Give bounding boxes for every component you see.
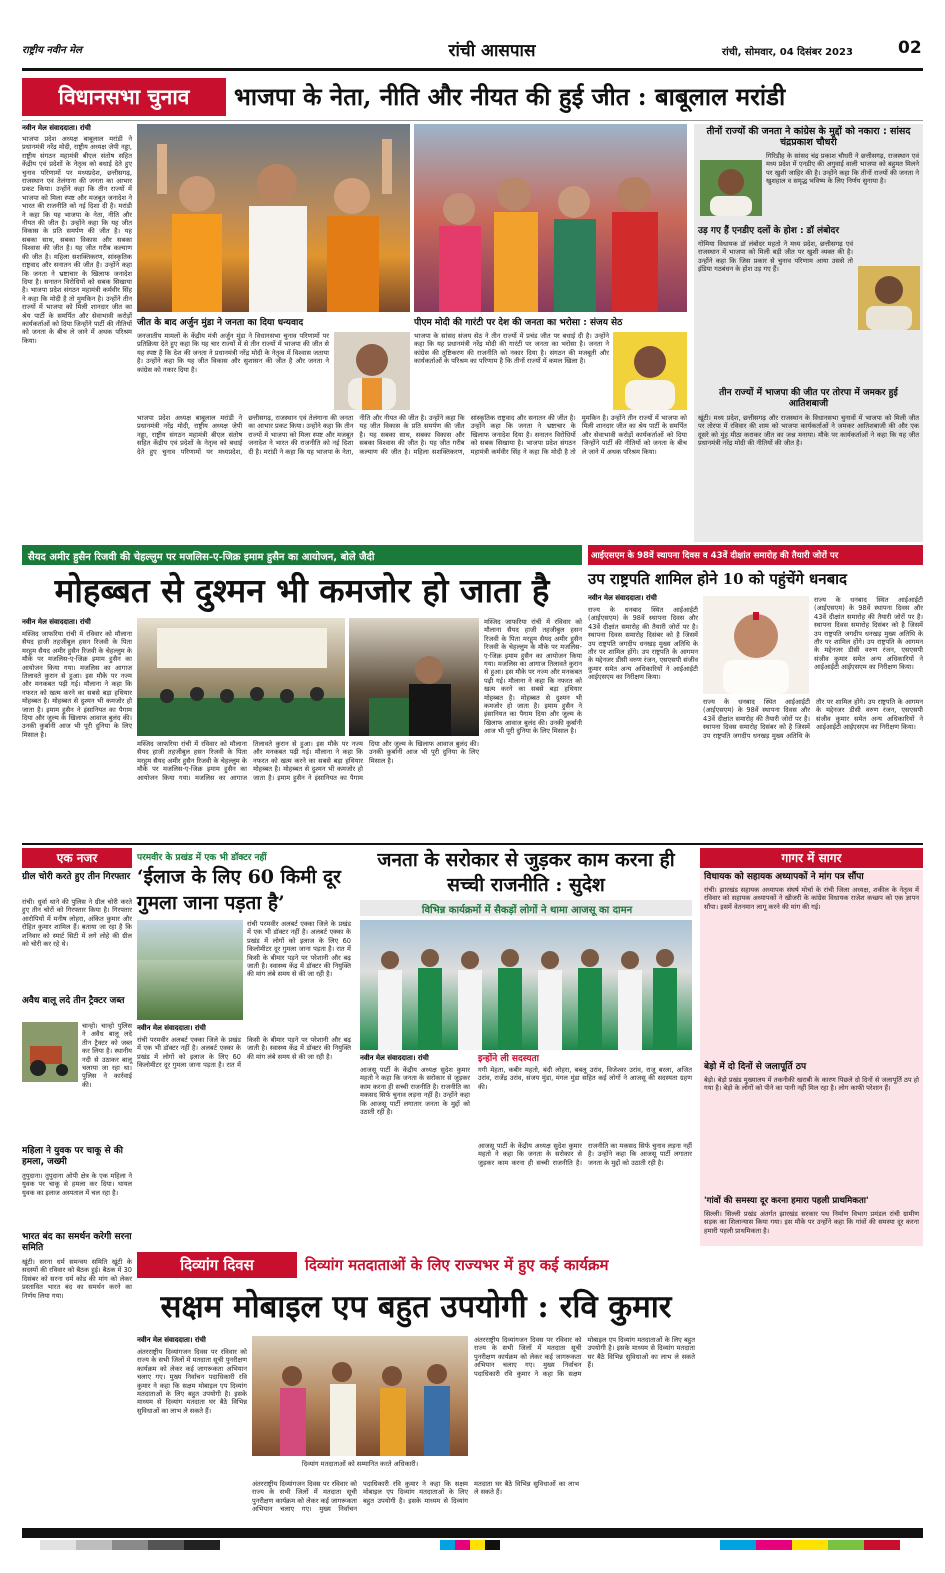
doc-photo-2 xyxy=(137,960,243,1020)
doc-text-top: रांची परमवीर अलबर्ट एक्का जिले के प्रखंड में एक भी डॉक्टर नहीं है। अलबर्ट एक्का के प्रखंड में लोगों को इलाज के लिए 60 किलोमीटर दूर गुमला जाना पड़ता है। रात में किसी के बीमार पड़ने पर परेशानी और बढ़ जाती है। स्वास्थ्य केंद्र में डॉक्टर की नियुक्ति की मांग लंबे समय से की जा रही है। xyxy=(247,920,351,979)
person-portrait-icon xyxy=(613,332,687,410)
right-h1: तीनों राज्यों की जनता ने कांग्रेस के मुद्दों को नकारा : सांसद चंद्रप्रकाश चौधरी xyxy=(706,126,911,148)
gagar-tag: गागर में सागर xyxy=(700,848,923,868)
person-portrait-icon xyxy=(700,160,762,216)
divyang-text-under: अंतरराष्ट्रीय दिव्यांगजन दिवस पर रविवार को राज्य के सभी जिलों में मतदाता सूची पुनरीक्षण कार्यक्रम को लेकर कई जागरूकता अभियान चलाए गए। मुख्य निर्वाचन पदाधिकारी रवि कुमार ने कहा कि सक्षम मोबाइल एप दिव्यांग मतदाताओं के लिए बहुत उपयोगी है। इसके माध्यम से दिव्यांग मतदाता घर बैठे विभिन्न सुविधाओं का लाभ ले सकते हैं। xyxy=(252,1480,579,1514)
divyang-headline: सक्षम मोबाइल एप बहुत उपयोगी : रवि कुमार xyxy=(160,1289,672,1325)
divider xyxy=(22,120,923,121)
mid-rule xyxy=(22,843,923,845)
mid-text-right: मस्जिद जाफरिया रांची में रविवार को मौलाना सैयद हाजी तहजीबुल हसन रिजवी के पिता मरहूम सैयद अमीर हुसैन रिजवी के चेहल्लुम के मौके पर मजलिस-ए-जिक्र इमाम हुसैन का आयोजन किया गया। मजलिस का आगाज तिलावते कुरान से हुआ। इस मौके पर नज्म और मनकबत पढ़ी गई। मौलाना ने कहा कि नफरत को खत्म करने का सबसे बड़ा हथियार मोहब्बत है। मोहब्बत से दुश्मन भी कमजोर हो जाता है। इमाम हुसैन ने इंसानियत का पैगाम दिया और जुल्म के खिलाफ आवाज बुलंद की। उनकी कुर्बानी आज भी पूरी दुनिया के लिए मिसाल है। xyxy=(484,618,582,736)
masthead xyxy=(22,38,923,66)
portrait-arjun xyxy=(334,332,410,410)
top-photo-women xyxy=(414,124,687,312)
brief2-head: अवैध बालू लदे तीन ट्रैक्टर जब्त xyxy=(22,996,125,1006)
sudesh-kicker: विभिन्न कार्यक्रमों में सैकड़ों लोगों ने थामा आजसू का दामन xyxy=(421,905,633,916)
gagar2-head: बेड़ो में दो दिनों से जलापूर्ति ठप xyxy=(704,1062,807,1072)
portrait-chaudhary xyxy=(700,160,762,216)
mid-headline: मोहब्बत से दुश्मन भी कमजोर हो जाता है xyxy=(54,571,550,610)
mid-kicker: सैयद अमीर हुसैन रिजवी की चेहल्लुम पर मजलिस-ए-जिक्र इमाम हुसैन का आयोजन, बोले जैदी xyxy=(28,552,375,563)
person-portrait-icon xyxy=(703,596,809,694)
event-photo-icon xyxy=(252,1336,468,1456)
dateline: रांची, सोमवार, 04 दिसंबर 2023 xyxy=(722,47,853,58)
brief3-head: महिला ने युवक पर चाकू से की हमला, जख्मी xyxy=(22,1146,123,1167)
doc-kicker: परमवीर के प्रखंड में एक भी डॉक्टर नहीं xyxy=(137,853,267,863)
brief4-head: भारत बंद का समर्थन करेगी सरना समिति xyxy=(22,1232,132,1253)
joined-text: गगी मेहता, कबीर महतो, बंदी लोहरा, बबलू उरांव, विजेश्वर उरांव, राजू बरला, अजित उरांव, राजेंद्र उरांव, संजय मुंडा, मंगल मुंडा सहित कई लोगों ने आजसू की सदस्यता ग्रहण की। xyxy=(478,1066,692,1091)
doc-headline: ‘ईलाज के लिए 60 किमी दूर गुमला जाना पड़ता है’ xyxy=(137,866,341,914)
ek-nazar-tag: एक नजर xyxy=(22,848,132,868)
gagar2-text: बेड़ो। बेड़ो प्रखंड मुख्यालय में तकनीकी खराबी के कारण पिछले दो दिनों से जलापूर्ति ठप हो गया है। बेड़ो के लोगों को पीने का पानी नहीं मिल रहा है। लोग काफी परेशान हैं। xyxy=(704,1076,919,1093)
brief1-head: ग्रील चोरी करते हुए तीन गिरफ्तार xyxy=(22,872,131,882)
sudesh-byline: नवीन मेल संवाददाता। रांची xyxy=(360,1054,429,1062)
group-photo-icon xyxy=(360,920,692,1050)
gathering-photo-icon xyxy=(137,618,345,736)
right-t3: खूंटी। मध्य प्रदेश, छत्तीसगढ़ और राजस्थान के विधानसभा चुनावों में भाजपा को मिली जीत पर तोरपा में रविवार की शाम को भाजपा कार्यकर्ताओं ने जमकर आतिशबाजी की और एक दूसरे को मुंह मीठा कराकर जीत का जश्न मनाया। मौके पर कार्यकर्ताओं ने कहा कि यह जीत प्रधानमंत्री नरेंद्र मोदी की नीतियों की जीत है। xyxy=(698,414,919,448)
right-t1: गिरिडीह के सांसद चंद्र प्रकाश चौधरी ने छत्तीसगढ़, राजस्थान एवं मध्य प्रदेश में एनडीए की अगुवाई वाली भाजपा को बहुमत मिलने पर खुशी जाहिर की है। उन्होंने कहा कि तीनों राज्यों की जनता ने खुशहाल व समृद्ध भविष्य के लिए निर्णय सुनाया है। xyxy=(766,152,919,186)
mid-photo-majlis xyxy=(137,618,345,736)
right-h3: तीन राज्यों में भाजपा की जीत पर तोरपा में जमकर हुई आतिशबाजी xyxy=(719,388,898,409)
top-left-text: भाजपा प्रदेश अध्यक्ष बाबूलाल मरांडी ने प्रधानमंत्री नरेंद्र मोदी, राष्ट्रीय अध्यक्ष जेपी नड्डा, राष्ट्रीय संगठन महामंत्री बीएल संतोष सहित केंद्रीय एवं प्रदेशों के नेतृत्व को बधाई देते हुए चुनाव परिणामों पर मध्यप्रदेश, छत्तीसगढ़, राजस्थान एवं तेलंगाना की जनता का आभार प्रकट किया। उन्होंने कहा कि तीन राज्यों में भाजपा को मिला स्पष्ट और मजबूत जनादेश ने भारत की राजनीति को नई दिशा दी है। मरांडी ने कहा कि यह भाजपा के नेता, नीति और नीयत की जीत है। उन्होंने कहा कि यह जीत विकास के प्रति समर्पण की जीत है। यह सबका साथ, सबका विकास और सबका विश्वास की जीत है। यह जीत गरीब कल्याण की जीत है। महिला सशक्तिकरण, सांस्कृतिक राष्ट्रवाद और सनातन की जीत है। उन्होंने कहा कि जनता ने भ्रष्टाचार के खिलाफ जनादेश दिया है। सनातन विरोधियों को सबक सिखाया है। भाजपा प्रदेश संगठन महामंत्री कर्मवीर सिंह ने कहा कि मोदी है तो मुमकिन है। उन्होंने तीन राज्यों में भाजपा को मिली शानदार जीत का श्रेय पार्टी के समर्पित और सेवाभावी करोड़ों कार्यकर्ताओं को दिया जिन्होंने पार्टी की नीतियों को जनता के बीच ले जाने में अथक परिश्रम किया। xyxy=(22,135,132,345)
page-number: 02 xyxy=(898,38,922,58)
divyang-caption: दिव्यांग मतदाताओं को सम्मानित करते अधिकारी। xyxy=(301,1460,419,1468)
ism-text-left: राज्य के धनबाद स्थित आईआईटी (आईएसएम) के 98वें स्थापना दिवस और 43वें दीक्षांत समारोह की तैयारी जोरों पर है। स्थापना दिवस समारोह दिसंबर को है जिसमें उप राष्ट्रपति जगदीप धनखड़ मुख्य अतिथि के तौर पर शामिल होंगे। उप राष्ट्रपति के आगमन के मद्देनजर डीसी वरुण रंजन, एसएसपी संजीव कुमार समेत अन्य अधिकारियों ने आईआईटी आईएसएम का निरीक्षण किया। xyxy=(588,606,698,682)
registration-mark-left xyxy=(40,1540,220,1550)
doc-text-cols: रांची परमवीर अलबर्ट एक्का जिले के प्रखंड में एक भी डॉक्टर नहीं है। अलबर्ट एक्का के प्रखंड में लोगों को इलाज के लिए 60 किलोमीटर दूर गुमला जाना पड़ता है। रात में किसी के बीमार पड़ने पर परेशानी और बढ़ जाती है। स्वास्थ्य केंद्र में डॉक्टर की नियुक्ति की मांग लंबे समय से की जा रही है। xyxy=(137,1036,351,1070)
person-portrait-icon xyxy=(858,266,920,330)
mid-text-cols: मस्जिद जाफरिया रांची में रविवार को मौलाना सैयद हाजी तहजीबुल हसन रिजवी के पिता मरहूम सैयद अमीर हुसैन रिजवी के चेहल्लुम के मौके पर मजलिस-ए-जिक्र इमाम हुसैन का आयोजन किया गया। मजलिस का आगाज तिलावते कुरान से हुआ। इस मौके पर नज्म और मनकबत पढ़ी गई। मौलाना ने कहा कि नफरत को खत्म करने का सबसे बड़ा हथियार मोहब्बत है। मोहब्बत से दुश्मन भी कमजोर हो जाता है। इमाम हुसैन ने इंसानियत का पैगाम दिया और जुल्म के खिलाफ आवाज बुलंद की। उनकी कुर्बानी आज भी पूरी दुनिया के लिए मिसाल है। xyxy=(137,740,479,782)
top-byline: नवीन मेल संवाददाता। रांची xyxy=(22,124,91,132)
paper-logo: राष्ट्रीय नवीन मेल xyxy=(22,45,82,56)
crowd-photo-icon xyxy=(137,124,410,312)
portrait-sanjay xyxy=(613,332,687,410)
sudesh-headline: जनता के सरोकार से जुड़कर काम करना ही सच्ची राजनीति : सुदेश xyxy=(377,849,675,896)
section-tag: विधानसभा चुनाव xyxy=(22,78,226,116)
ism-text-cols: राज्य के धनबाद स्थित आईआईटी (आईएसएम) के 98वें स्थापना दिवस और 43वें दीक्षांत समारोह की तैयारी जोरों पर है। स्थापना दिवस समारोह दिसंबर को है जिसमें उप राष्ट्रपति जगदीप धनखड़ मुख्य अतिथि के तौर पर शामिल होंगे। उप राष्ट्रपति के आगमन के मद्देनजर डीसी वरुण रंजन, एसएसपी संजीव कुमार समेत अन्य अधिकारियों ने आईआईटी आईएसएम का निरीक्षण किया। xyxy=(703,698,923,740)
top-photo-rally xyxy=(137,124,410,312)
doc-byline: नवीन मेल संवाददाता। रांची xyxy=(137,1024,206,1032)
joined-head: इन्होंने ली सदस्यता xyxy=(478,1054,539,1064)
divyang-tag: दिव्यांग दिवस xyxy=(137,1252,297,1278)
right-t2: गोमिया विधायक डॉ लंबोदर महतो ने मध्य प्रदेश, छत्तीसगढ़ एवं राजस्थान में भाजपा को मिली बड़ी जीत पर खुशी व्यक्त की है। उन्होंने कहा कि जिस प्रकार से चुनाव परिणाम आया उससे तो इंडिया गठबंधन के होश उड़ गए हैं। xyxy=(698,240,853,274)
registration-mark-center xyxy=(440,1540,500,1550)
portrait-lambodar xyxy=(858,266,920,330)
crowd-photo-icon xyxy=(414,124,687,312)
mid-photo-speaker xyxy=(349,618,479,736)
footer-bar xyxy=(22,1528,923,1538)
divyang-kicker: दिव्यांग मतदाताओं के लिए राज्यभर में हुए कई कार्यक्रम xyxy=(305,1256,609,1274)
masthead-rule xyxy=(22,68,923,71)
top-headline: भाजपा के नेता, नीति और नीयत की हुई जीत : बाबूलाल मरांडी xyxy=(234,82,786,111)
sudesh-photo xyxy=(360,920,692,1050)
tractor-icon xyxy=(22,1022,78,1082)
caption-sanjay: पीएम मोदी की गारंटी पर देश की जनता का भरोसा : संजय सेठ xyxy=(414,318,623,328)
text-arjun: जनजातीय मामलों के केंद्रीय मंत्री अर्जुन मुंडा ने विधानसभा चुनाव परिणामों पर प्रतिक्रिया देते हुए कहा कि यह चार राज्यों में से तीन राज्यों में भाजपा की जीत से यह स्पष्ट है कि देश की जनता ने प्रधानमंत्री नरेंद्र मोदी के नेतृत्व में विश्वास जताया है। उन्होंने कहा कि यह जीत विकास और सुशासन की जीत है और जनता ने कांग्रेस को नकार दिया है। xyxy=(137,332,329,374)
divyang-text-cols: अंतरराष्ट्रीय दिव्यांगजन दिवस पर रविवार को राज्य के सभी जिलों में मतदाता सूची पुनरीक्षण कार्यक्रम को लेकर कई जागरूकता अभियान चलाए गए। मुख्य निर्वाचन पदाधिकारी रवि कुमार ने कहा कि सक्षम मोबाइल एप दिव्यांग मतदाताओं के लिए बहुत उपयोगी है। इसके माध्यम से दिव्यांग मतदाता घर बैठे विभिन्न सुविधाओं का लाभ ले सकते हैं। xyxy=(474,1336,695,1378)
brief2-text: चान्हो। चान्हो पुलिस ने अवैध बालू लदे तीन ट्रैक्टर को जब्त कर लिया है। स्थानीय नदी से उठाकर बालू चलाया जा रहा था। पुलिस ने कार्रवाई की। xyxy=(82,1022,132,1089)
text-sanjay: भाजपा के सांसद संजय सेठ ने तीन राज्यों में प्रचंड जीत पर बधाई दी है। उन्होंने कहा कि यह प्रधानमंत्री नरेंद्र मोदी की गारंटी पर जनता का भरोसा है। जनता ने कांग्रेस की तुष्टिकरण की राजनीति को नकार दिया है। संगठन की मजबूती और कार्यकर्ताओं के परिश्रम का परिणाम है कि तीनों राज्यों में कमल खिला है। xyxy=(414,332,609,366)
registration-mark-right xyxy=(720,1540,900,1550)
gagar3-text: सिल्ली। सिल्ली प्रखंड अंतर्गत झारखंड सरकार पथ निर्माण विभाग प्रमंडल रांची ग्रामीण सड़क का शिलान्यास किया गया। इस मौके पर उन्होंने कहा कि गांवों की समस्या दूर करना हमारी पहली प्राथमिकता है। xyxy=(704,1210,919,1235)
brief1-text: रांची। धुर्वा थाने की पुलिस ने ग्रील चोरी करते हुए तीन चोरों को गिरफ्तार किया है। गिरफ्तार आरोपियों में मनीष लोहरा, अंकित कुमार और रोहित कुमार शामिल हैं। बताया जा रहा है कि शनिवार को स्मार्ट सिटी में लगे लोहे की ग्रील को चोरी कर रहे थे। xyxy=(22,898,132,949)
brief4-text: खूंटी। सरना धर्म समन्वय समिति खूंटी के सदस्यों की रविवार को बैठक हुई। बैठक में 30 दिसंबर को सरना धर्म कोड की मांग को लेकर प्रस्तावित भारत बंद का समर्थन करने का निर्णय लिया गया। xyxy=(22,1258,132,1300)
gagar1-head: विधायक को सहायक अध्यापकों ने मांग पत्र सौंपा xyxy=(704,872,864,882)
divyang-text: अंतरराष्ट्रीय दिव्यांगजन दिवस पर रविवार को राज्य के सभी जिलों में मतदाता सूची पुनरीक्षण कार्यक्रम को लेकर कई जागरूकता अभियान चलाए गए। मुख्य निर्वाचन पदाधिकारी रवि कुमार ने कहा कि सक्षम मोबाइल एप दिव्यांग मतदाताओं के लिए बहुत उपयोगी है। इसके माध्यम से दिव्यांग मतदाता घर बैठे विभिन्न सुविधाओं का लाभ ले सकते हैं। xyxy=(137,1348,247,1415)
person-portrait-icon xyxy=(334,332,410,410)
mid-left-text: मस्जिद जाफरिया रांची में रविवार को मौलाना सैयद हाजी तहजीबुल हसन रिजवी के पिता मरहूम सैयद अमीर हुसैन रिजवी के चेहल्लुम के मौके पर मजलिस-ए-जिक्र इमाम हुसैन का आयोजन किया गया। मजलिस का आगाज तिलावते कुरान से हुआ। इस मौके पर नज्म और मनकबत पढ़ी गई। मौलाना ने कहा कि नफरत को खत्म करने का सबसे बड़ा हथियार मोहब्बत है। मोहब्बत से दुश्मन भी कमजोर हो जाता है। इमाम हुसैन ने इंसानियत का पैगाम दिया और जुल्म के खिलाफ आवाज बुलंद की। उनकी कुर्बानी आज भी पूरी दुनिया के लिए मिसाल है। xyxy=(22,630,132,739)
brief3-text: तुपुदाना। तुपुदाना ओपी क्षेत्र के एक महिला ने युवक पर चाकू से हमला कर दिया। घायल युवक का इलाज अस्पताल में चल रहा है। xyxy=(22,1172,132,1197)
divyang-photo xyxy=(252,1336,468,1456)
right-h2: उड़ गए हैं एनडीए दलों के होश : डॉ लंबोदर xyxy=(698,226,839,236)
sudesh-text-cols: आजसू पार्टी के केंद्रीय अध्यक्ष सुदेश कुमार महतो ने कहा कि जनता के सरोकार से जुड़कर काम करना ही सच्ची राजनीति है। राजनीति का मकसद सिर्फ चुनाव लड़ना नहीं है। उन्होंने कहा कि आजसू पार्टी लगातार जनता के मुद्दों को उठाती रही है। xyxy=(478,1142,692,1167)
caption-arjun: जीत के बाद अर्जुन मुंडा ने जनता का दिया धन्यवाद xyxy=(137,318,304,328)
ism-headline: उप राष्ट्रपति शामिल होने 10 को पहुंचेंगे धनबाद xyxy=(588,570,848,588)
gagar3-head: 'गांवों की समस्या दूर करना हमारा पहली प्राथमिकता' xyxy=(704,1196,869,1206)
tractor-photo xyxy=(22,1022,78,1082)
sudesh-text: आजसू पार्टी के केंद्रीय अध्यक्ष सुदेश कुमार महतो ने कहा कि जनता के सरोकार से जुड़कर काम करना ही सच्ची राजनीति है। राजनीति का मकसद सिर्फ चुनाव लड़ना नहीं है। उन्होंने कहा कि आजसू पार्टी लगातार जनता के मुद्दों को उठाती रही है। xyxy=(360,1066,470,1117)
ism-text-right: राज्य के धनबाद स्थित आईआईटी (आईएसएम) के 98वें स्थापना दिवस और 43वें दीक्षांत समारोह की तैयारी जोरों पर है। स्थापना दिवस समारोह दिसंबर को है जिसमें उप राष्ट्रपति जगदीप धनखड़ मुख्य अतिथि के तौर पर शामिल होंगे। उप राष्ट्रपति के आगमन के मद्देनजर डीसी वरुण रंजन, एसएसपी संजीव कुमार समेत अन्य अधिकारियों ने आईआईटी आईएसएम का निरीक्षण किया। xyxy=(814,596,923,672)
text-cols-below: भाजपा प्रदेश अध्यक्ष बाबूलाल मरांडी ने प्रधानमंत्री नरेंद्र मोदी, राष्ट्रीय अध्यक्ष जेपी नड्डा, राष्ट्रीय संगठन महामंत्री बीएल संतोष सहित केंद्रीय एवं प्रदेशों के नेतृत्व को बधाई देते हुए चुनाव परिणामों पर मध्यप्रदेश, छत्तीसगढ़, राजस्थान एवं तेलंगाना की जनता का आभार प्रकट किया। उन्होंने कहा कि तीन राज्यों में भाजपा को मिला स्पष्ट और मजबूत जनादेश ने भारत की राजनीति को नई दिशा दी है। मरांडी ने कहा कि यह भाजपा के नेता, नीति और नीयत की जीत है। उन्होंने कहा कि यह जीत विकास के प्रति समर्पण की जीत है। यह सबका साथ, सबका विकास और सबका विश्वास की जीत है। यह जीत गरीब कल्याण की जीत है। महिला सशक्तिकरण, सांस्कृतिक राष्ट्रवाद और सनातन की जीत है। उन्होंने कहा कि जनता ने भ्रष्टाचार के खिलाफ जनादेश दिया है। सनातन विरोधियों को सबक सिखाया है। भाजपा प्रदेश संगठन महामंत्री कर्मवीर सिंह ने कहा कि मोदी है तो मुमकिन है। उन्होंने तीन राज्यों में भाजपा को मिली शानदार जीत का श्रेय पार्टी के समर्पित और सेवाभावी करोड़ों कार्यकर्ताओं को दिया जिन्होंने पार्टी की नीतियों को जनता के बीच ले जाने में अथक परिश्रम किया। xyxy=(137,414,687,456)
ism-byline: नवीन मेल संवाददाता। रांची xyxy=(588,594,657,602)
ism-kicker: आईएसएम के 98वें स्थापना दिवस व 43वें दीक्षांत समारोह की तैयारी जोरों पर xyxy=(591,551,839,561)
section-title: रांची आसपास xyxy=(448,41,536,61)
mid-byline: नवीन मेल संवाददाता। रांची xyxy=(22,618,91,626)
gagar1-text: रांची। झारखंड सहायक अध्यापक संघर्ष मोर्चा के रांची जिला अध्यक्ष, शकील के नेतृत्व में रविवार को सहायक अध्यापकों ने खीजरी के कांग्रेस विधायक राजेश कच्छप को एक ज्ञापन सौंपा। इसमें वेतनमान लागू करने की मांग की गई। xyxy=(704,886,919,911)
divyang-byline: नवीन मेल संवाददाता। रांची xyxy=(137,1336,206,1344)
speaker-photo-icon xyxy=(349,618,479,736)
portrait-dhankhar xyxy=(703,596,809,694)
